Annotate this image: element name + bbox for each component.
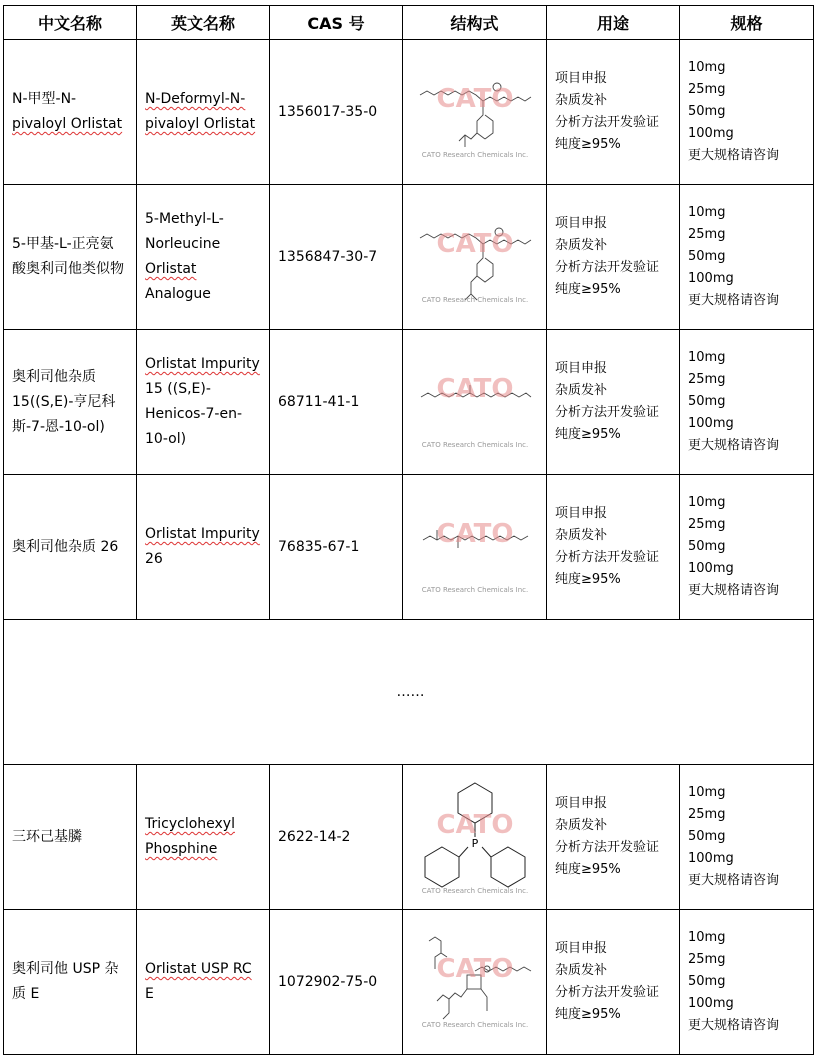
spec-cell <box>680 910 814 1055</box>
norleucine-analogue-structure-icon <box>415 202 535 312</box>
use-line: 纯度≥95% <box>555 282 621 297</box>
tricyclohexylphosphine-structure-icon <box>410 775 540 900</box>
spec-line: 更大规格请咨询 <box>688 438 780 453</box>
watermark-caption: CATO Research Chemicals Inc. <box>421 296 528 304</box>
spec-line: 50mg <box>688 539 726 554</box>
cn-name-cell <box>4 185 137 330</box>
en-name-line: Tricyclohexyl <box>145 816 235 832</box>
use-line: 纯度≥95% <box>555 862 621 877</box>
spec-line: 100mg <box>688 416 734 431</box>
spec-line: 25mg <box>688 952 726 967</box>
use-cell <box>547 40 680 185</box>
use-cell <box>547 910 680 1055</box>
spec-line: 更大规格请咨询 <box>688 1018 780 1033</box>
en-name-line: E <box>145 986 154 1002</box>
product-table <box>3 5 814 1055</box>
phosphorus-label: P <box>471 836 478 850</box>
spec-line: 25mg <box>688 227 726 242</box>
en-name-line <box>145 352 265 377</box>
en-name-line: 15 ((S,E)- <box>145 381 211 397</box>
spec-cell <box>680 765 814 910</box>
orlistat-pivaloyl-structure-icon <box>415 57 535 167</box>
spec-line: 100mg <box>688 996 734 1011</box>
cn-name-line: 质 E <box>12 986 40 1002</box>
use-line: 分析方法开发验证 <box>555 405 660 420</box>
use-line: 分析方法开发验证 <box>555 840 660 855</box>
en-name-line: Orlistat USP RC <box>145 961 252 977</box>
cas-cell: 1356017-35-0 <box>270 40 403 185</box>
cn-name-line: 奥利司他杂质 <box>12 368 96 385</box>
en-name-line: Henicos-7-en- <box>145 406 243 422</box>
cn-name-line: 斯-7-恩-10-ol) <box>12 418 105 435</box>
cas-cell: 76835-67-1 <box>270 475 403 620</box>
en-name-line <box>145 522 265 547</box>
use-line: 项目申报 <box>555 506 608 521</box>
structure-cell <box>403 475 547 620</box>
use-line: 分析方法开发验证 <box>555 260 660 275</box>
cn-name-cell <box>4 910 137 1055</box>
use-line: 项目申报 <box>555 941 608 956</box>
header-en-name: 英文名称 <box>137 6 270 40</box>
cn-name-cell <box>4 330 137 475</box>
use-cell <box>547 185 680 330</box>
en-name-cell <box>137 475 270 620</box>
spec-line: 10mg <box>688 785 726 800</box>
en-name-cell <box>137 185 270 330</box>
en-name-cell <box>137 765 270 910</box>
henicosenol-structure-icon <box>415 347 535 457</box>
spec-line: 10mg <box>688 930 726 945</box>
spec-line: 50mg <box>688 974 726 989</box>
spec-line: 更大规格请咨询 <box>688 148 780 163</box>
spec-line: 更大规格请咨询 <box>688 583 780 598</box>
en-name-cell <box>137 330 270 475</box>
en-name-line: Orlistat <box>145 261 197 277</box>
use-cell <box>547 765 680 910</box>
use-cell <box>547 330 680 475</box>
use-line: 杂质发补 <box>555 383 608 398</box>
spec-line: 25mg <box>688 82 726 97</box>
watermark-logo: CATO <box>435 84 514 114</box>
spec-cell <box>680 475 814 620</box>
usp-rc-e-structure-icon <box>415 927 535 1037</box>
cn-name-line: 5-甲基-L-正亮氨 <box>12 236 114 252</box>
use-line: 分析方法开发验证 <box>555 550 660 565</box>
spec-line: 50mg <box>688 104 726 119</box>
spec-line: 100mg <box>688 561 734 576</box>
en-name-line: 5-Methyl-L- <box>145 211 224 227</box>
spec-line: 25mg <box>688 372 726 387</box>
cas-cell: 1356847-30-7 <box>270 185 403 330</box>
use-cell <box>547 475 680 620</box>
en-name-cell <box>137 40 270 185</box>
header-spec: 规格 <box>680 6 814 40</box>
use-line: 杂质发补 <box>555 963 608 978</box>
cn-name-line: 酸奥利司他类似物 <box>12 261 124 277</box>
en-name-line: Analogue <box>145 286 211 302</box>
use-line: 杂质发补 <box>555 528 608 543</box>
use-line: 纯度≥95% <box>555 427 621 442</box>
watermark-caption: CATO Research Chemicals Inc. <box>421 151 528 159</box>
en-name-line: 26 <box>145 551 163 567</box>
spec-line: 10mg <box>688 60 726 75</box>
cn-name-line: N-甲型-N- <box>12 91 77 107</box>
watermark-logo: CATO <box>435 519 514 549</box>
structure-cell <box>403 330 547 475</box>
use-line: 杂质发补 <box>555 238 608 253</box>
header-cas: CAS 号 <box>270 6 403 40</box>
cn-name-line: pivaloyl Orlistat <box>12 116 123 132</box>
spec-cell <box>680 185 814 330</box>
use-line: 纯度≥95% <box>555 137 621 152</box>
use-line: 杂质发补 <box>555 818 608 833</box>
watermark-caption: CATO Research Chemicals Inc. <box>421 1021 528 1029</box>
spec-line: 更大规格请咨询 <box>688 873 780 888</box>
spec-line: 10mg <box>688 205 726 220</box>
table-row <box>4 910 814 1055</box>
watermark-caption: CATO Research Chemicals Inc. <box>421 586 528 594</box>
cas-cell: 68711-41-1 <box>270 330 403 475</box>
cas-cell: 2622-14-2 <box>270 765 403 910</box>
structure-cell <box>403 185 547 330</box>
table-row <box>4 330 814 475</box>
use-line: 分析方法开发验证 <box>555 985 660 1000</box>
use-line: 项目申报 <box>555 796 608 811</box>
use-line: 纯度≥95% <box>555 572 621 587</box>
structure-cell <box>403 40 547 185</box>
spec-line: 100mg <box>688 126 734 141</box>
spec-cell <box>680 40 814 185</box>
cn-name-line: 奥利司他杂质 26 <box>12 538 119 555</box>
cn-name-cell <box>4 475 137 620</box>
ellipsis-row <box>4 620 814 765</box>
structure-cell <box>403 910 547 1055</box>
cas-cell: 1072902-75-0 <box>270 910 403 1055</box>
use-line: 项目申报 <box>555 361 608 376</box>
ellipsis-cell: …… <box>4 620 814 765</box>
cn-name-line: 三环己基膦 <box>12 828 82 845</box>
use-line: 纯度≥95% <box>555 1007 621 1022</box>
impurity-26-structure-icon <box>415 492 535 602</box>
en-name-word: Orlistat Impurity <box>145 526 260 542</box>
header-row <box>4 6 814 40</box>
structure-cell <box>403 765 547 910</box>
spec-line: 50mg <box>688 394 726 409</box>
header-cn-name: 中文名称 <box>4 6 137 40</box>
spec-line: 25mg <box>688 517 726 532</box>
spec-line: 100mg <box>688 851 734 866</box>
watermark-logo: CATO <box>435 954 514 984</box>
spec-line: 25mg <box>688 807 726 822</box>
en-name-line: N-Deformyl-N- <box>145 91 246 107</box>
spec-line: 更大规格请咨询 <box>688 293 780 308</box>
header-use: 用途 <box>547 6 680 40</box>
watermark-logo: CATO <box>435 809 514 840</box>
watermark-caption: CATO Research Chemicals Inc. <box>421 886 528 895</box>
table-row <box>4 475 814 620</box>
cn-name-line: 15((S,E)-亨尼科 <box>12 393 116 410</box>
watermark-logo: CATO <box>435 374 514 404</box>
en-name-line: pivaloyl Orlistat <box>145 116 256 132</box>
en-name-cell <box>137 910 270 1055</box>
watermark-logo: CATO <box>435 229 514 259</box>
table-row <box>4 40 814 185</box>
spec-line: 50mg <box>688 829 726 844</box>
use-line: 杂质发补 <box>555 93 608 108</box>
cn-name-cell <box>4 40 137 185</box>
en-name-word: Orlistat Impurity <box>145 356 260 372</box>
header-structure: 结构式 <box>403 6 547 40</box>
table-row <box>4 765 814 910</box>
spec-line: 10mg <box>688 495 726 510</box>
use-line: 项目申报 <box>555 216 608 231</box>
use-line: 项目申报 <box>555 71 608 86</box>
en-name-line: Phosphine <box>145 841 218 857</box>
cn-name-line: 奥利司他 USP 杂 <box>12 961 119 977</box>
en-name-line: 10-ol) <box>145 431 187 447</box>
spec-line: 50mg <box>688 249 726 264</box>
spec-line: 10mg <box>688 350 726 365</box>
watermark-caption: CATO Research Chemicals Inc. <box>421 441 528 449</box>
spec-cell <box>680 330 814 475</box>
cn-name-cell <box>4 765 137 910</box>
spec-line: 100mg <box>688 271 734 286</box>
table-row <box>4 185 814 330</box>
use-line: 分析方法开发验证 <box>555 115 660 130</box>
en-name-line: Norleucine <box>145 236 221 252</box>
